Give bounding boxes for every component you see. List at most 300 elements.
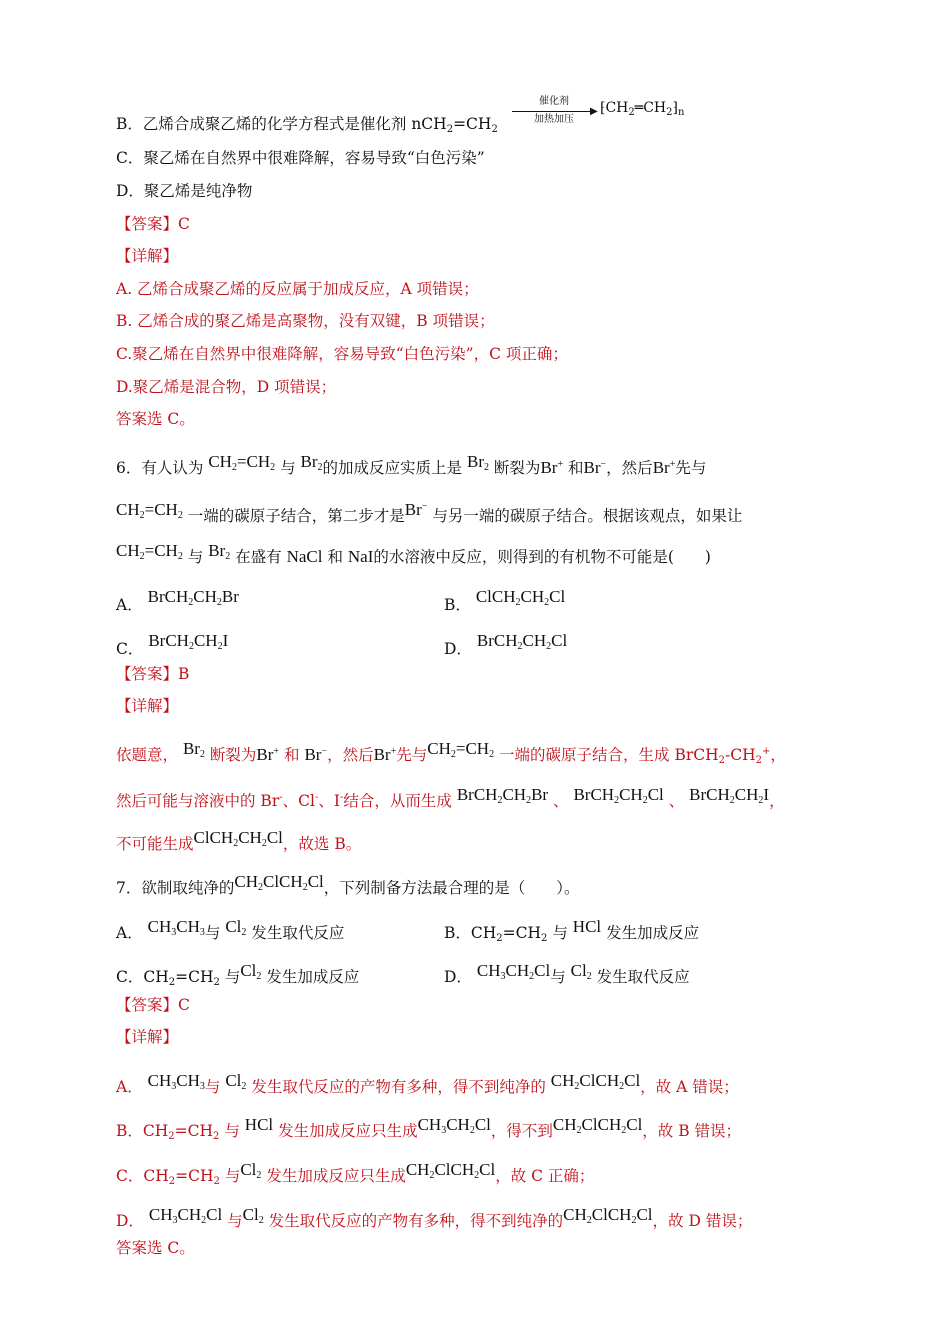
t: CH: [502, 785, 527, 804]
formula-cl2: [240, 1160, 261, 1179]
text: ，下列制备方法最合理的是（ ）。: [323, 879, 580, 897]
q7-answer: 【答案】C: [116, 996, 190, 1014]
polyethylene-formula: [600, 100, 684, 118]
s: 2: [258, 1215, 264, 1226]
t: =CH: [236, 452, 271, 471]
s: 3: [171, 1081, 177, 1092]
formula-b: [476, 587, 565, 606]
t: BrCH: [573, 785, 615, 804]
formula-brch2ch2cl: [573, 785, 663, 804]
s: 2: [216, 597, 222, 608]
formula-a: [148, 587, 239, 606]
q7-explain-b: [116, 1114, 741, 1148]
formula-br-minus: [304, 745, 327, 764]
t: ClCH: [591, 1205, 632, 1224]
s: 2: [213, 977, 220, 988]
formula-br2: [467, 452, 489, 471]
text: ，故 C 正确；: [495, 1167, 595, 1185]
text: 发生加成反应只生成: [266, 1167, 406, 1185]
t: CH: [563, 1205, 587, 1224]
q7-explain-d: [116, 1204, 752, 1232]
q7-detail-heading: 【详解】: [116, 1028, 179, 1046]
text: ，: [770, 746, 786, 764]
s: 2: [576, 1125, 582, 1136]
catalyst-label: 催化剂: [539, 96, 569, 107]
text: 的水溶液中反应，则得到的有机物不可能是( ): [373, 548, 711, 566]
t: CH: [147, 917, 172, 936]
q7-final: 答案选 C。: [116, 1239, 195, 1257]
s: 2: [256, 971, 262, 982]
q5-option-b: [116, 113, 498, 141]
formula-br2: [183, 739, 205, 758]
t: ClCH: [434, 1160, 475, 1179]
text: 与: [227, 1212, 243, 1230]
q6-option-c: [116, 630, 228, 660]
formula-ethane: [148, 917, 205, 936]
s: 2: [256, 1170, 262, 1181]
t: CH: [552, 1115, 577, 1134]
q7-explain-c: [116, 1159, 594, 1193]
s: 2: [231, 462, 237, 473]
t: CH: [405, 1160, 430, 1179]
s: 2: [213, 1131, 220, 1142]
s: 2: [258, 882, 263, 893]
t: Cl: [636, 1205, 653, 1224]
t: Br: [256, 745, 274, 764]
t: BrCH: [147, 587, 189, 606]
q6-explain-line1: [116, 738, 786, 772]
q5-detail-heading: 【详解】: [116, 247, 179, 265]
t: CH: [520, 587, 545, 606]
t: Cl: [479, 1160, 496, 1179]
t: Br: [182, 739, 200, 758]
text: 、I: [318, 792, 340, 810]
q5-explain-a: A. 乙烯合成聚乙烯的反应属于加成反应，A 项错误；: [116, 280, 479, 298]
q7-stem: [116, 871, 580, 899]
t: Cl: [474, 1115, 491, 1134]
text: 发生加成反应只生成: [278, 1122, 418, 1140]
text: B．CH: [116, 1122, 169, 1140]
text: 、Cl: [282, 792, 315, 810]
formula-br-plus: [540, 458, 563, 477]
t: Cl: [242, 1205, 259, 1224]
bracket: ⁅CH: [600, 100, 629, 116]
s: 3: [199, 927, 205, 938]
s: 3: [199, 1081, 205, 1092]
arrow-head-icon: ▶: [590, 106, 598, 117]
s: 2: [496, 933, 503, 944]
s: 2: [631, 1215, 637, 1226]
q6-detail-heading: 【详解】: [116, 697, 179, 715]
formula-ethane: [148, 1071, 205, 1090]
condition-label: 加热加压: [534, 114, 574, 125]
text: 和: [283, 746, 300, 764]
formula-cl2: [225, 917, 246, 936]
t: CH: [193, 587, 217, 606]
formula-ch2clch2cl: [551, 1071, 640, 1090]
s: −: [600, 459, 607, 470]
text: 不可能生成: [116, 835, 194, 853]
q7-explain-a: [116, 1070, 739, 1098]
t: CH: [176, 1071, 200, 1090]
t: BrCH: [456, 785, 498, 804]
t: CH: [238, 828, 262, 847]
text: 与: [187, 548, 204, 566]
s: 2: [729, 795, 735, 806]
text: =CH: [174, 1122, 214, 1140]
formula-ch2clch2cl: [553, 1115, 642, 1134]
q7-option-d: [444, 960, 690, 988]
sub: 2: [666, 107, 673, 118]
text: 与: [280, 459, 296, 477]
s: 2: [586, 1215, 592, 1226]
text: ，故 D 错误；: [652, 1212, 753, 1230]
formula-br-minus: [405, 500, 428, 519]
s: 2: [474, 1170, 480, 1181]
s: 2: [546, 641, 552, 652]
t: Cl: [206, 1205, 223, 1224]
s: 2: [450, 749, 456, 760]
text: A．: [116, 1078, 143, 1096]
text: ═CH: [634, 100, 667, 116]
t: BrCH: [689, 785, 730, 804]
t: CH: [208, 452, 232, 471]
s: 2: [586, 971, 592, 982]
t: CH: [476, 961, 501, 980]
s: 2: [168, 977, 176, 988]
s: 2: [188, 641, 194, 652]
t: Cl: [307, 872, 324, 891]
text: 与: [204, 924, 221, 942]
q6-stem-line2: [116, 496, 742, 527]
formula-br-plus: [653, 458, 676, 477]
s: 2: [642, 795, 648, 806]
formula-cl2: [243, 1205, 264, 1224]
t: Br: [583, 458, 601, 477]
text: 的加成反应实质上是: [322, 459, 463, 477]
text: ，故 A 错误；: [640, 1078, 739, 1096]
formula-br-plus: [256, 745, 279, 764]
q6-stem-line1: [116, 451, 706, 479]
s: 2: [544, 597, 550, 608]
formula-c: [148, 631, 228, 650]
s: 2: [755, 755, 762, 766]
q5-explain-d: D.聚乙烯是混合物，D 项错误；: [116, 378, 337, 396]
formula-nai: NaI: [347, 547, 374, 566]
formula-ethylene: [208, 452, 275, 471]
s: 2: [199, 749, 205, 760]
t: CH: [177, 1205, 202, 1224]
t: CH: [550, 1071, 575, 1090]
t: CH: [446, 1115, 470, 1134]
s: +: [762, 746, 771, 757]
text: 断裂为: [493, 459, 541, 477]
t: Cl: [225, 1071, 242, 1090]
s: 2: [541, 933, 548, 944]
s: 2: [241, 1081, 247, 1092]
t: CH: [619, 785, 643, 804]
text: 与: [224, 1122, 240, 1140]
t: Br: [652, 458, 670, 477]
text: ，故选 B。: [282, 835, 362, 853]
t: Br: [540, 458, 558, 477]
text: 发生取代反应: [596, 968, 690, 986]
text: C．CH: [116, 968, 169, 986]
q5-option-b-text: B．乙烯合成聚乙烯的化学方程式是催化剂 nCH: [116, 115, 447, 133]
s: 2: [217, 641, 223, 652]
text: ，然后: [327, 746, 374, 764]
t: CH: [522, 631, 547, 650]
s: 2: [429, 1170, 435, 1181]
s: 2: [168, 1176, 176, 1187]
text: 先与: [396, 746, 428, 764]
reaction-arrow-line: [512, 111, 594, 112]
s: 2: [139, 551, 145, 562]
s: 2: [233, 838, 239, 849]
t: CH: [234, 872, 258, 891]
s: 2: [483, 462, 489, 473]
formula-ethylene: [116, 500, 183, 519]
text: 6．有人认为: [116, 459, 204, 477]
formula-cl2: [225, 1071, 246, 1090]
t: I: [222, 631, 229, 650]
s: 2: [526, 795, 532, 806]
s: 2: [241, 927, 247, 938]
t: ClCH: [193, 828, 234, 847]
label: D．: [444, 640, 472, 658]
t: CH: [427, 739, 451, 758]
s: -: [339, 792, 344, 803]
text: D．: [116, 1212, 144, 1230]
bracket: ⁆: [672, 100, 678, 116]
formula-ethylene: [427, 739, 494, 758]
t: CH: [505, 961, 530, 980]
text: ，得不到: [490, 1122, 553, 1140]
t: ClCH: [263, 872, 303, 891]
t: =CH: [144, 541, 178, 560]
q5-answer: 【答案】C: [116, 215, 190, 233]
formula-br-minus: [584, 458, 607, 477]
s: 2: [517, 641, 523, 652]
formula-ethylene: [116, 541, 183, 560]
s: 2: [574, 1081, 580, 1092]
t: BrCH: [476, 631, 518, 650]
s: 3: [441, 1125, 447, 1136]
q6-option-b: [444, 586, 565, 616]
s: 2: [225, 551, 231, 562]
text: C．CH: [116, 1167, 169, 1185]
q5-final: 答案选 C。: [116, 410, 195, 428]
formula-hcl: HCl: [244, 1115, 274, 1134]
text: 依题意，: [116, 746, 179, 764]
text: 与: [204, 1078, 221, 1096]
q5-explain-b: B. 乙烯合成的聚乙烯是高聚物，没有双键，B 项错误；: [116, 312, 495, 330]
text: 与另一端的碳原子结合。根据该观点，如果让: [432, 507, 743, 525]
text: 结合，从而生成: [343, 792, 452, 810]
text: 、: [553, 792, 569, 810]
formula-ch3ch2cl: [477, 961, 550, 980]
t: Cl: [624, 1071, 641, 1090]
s: +: [669, 459, 676, 470]
text: 发生加成反应: [606, 924, 700, 942]
s: 2: [621, 1125, 627, 1136]
t: Cl: [551, 631, 568, 650]
label: C．: [116, 640, 144, 658]
formula-br2: [208, 541, 230, 560]
text: 发生取代反应的产物有多种，得不到纯净的: [268, 1212, 564, 1230]
text: 发生加成反应: [266, 968, 360, 986]
text: ，: [769, 792, 785, 810]
catalyst-arrow: [508, 96, 600, 130]
t: Cl: [266, 828, 283, 847]
t: Br: [373, 745, 391, 764]
s: 2: [177, 551, 183, 562]
s: 2: [758, 795, 764, 806]
s: 2: [317, 462, 323, 473]
q7-option-c: [116, 960, 359, 994]
formula-clch2ch2cl: [194, 828, 283, 847]
text: =CH: [453, 115, 492, 133]
t: Cl: [240, 961, 257, 980]
s: −: [321, 746, 328, 757]
t: CH: [193, 631, 218, 650]
text: 与: [550, 968, 566, 986]
text: 断裂为: [209, 746, 257, 764]
text: B．CH: [444, 924, 497, 942]
t: Br: [300, 452, 318, 471]
t: CH: [734, 785, 759, 804]
t: Br: [304, 745, 322, 764]
t: =CH: [144, 500, 178, 519]
t: BrCH: [148, 631, 189, 650]
s: 2: [261, 838, 267, 849]
formula-ch2clch2cl: [406, 1160, 495, 1179]
sub: 2: [628, 107, 635, 118]
formula-cl2: [240, 961, 261, 980]
s: 3: [500, 971, 506, 982]
t: Cl: [534, 961, 551, 980]
s: -: [314, 792, 319, 803]
q5-option-d: D．聚乙烯是纯净物: [116, 182, 253, 200]
t: Cl: [549, 587, 566, 606]
t: Cl: [626, 1115, 643, 1134]
s: +: [557, 459, 564, 470]
s: 2: [469, 1125, 475, 1136]
s: 2: [614, 795, 620, 806]
s: 2: [529, 971, 535, 982]
t: I: [763, 785, 770, 804]
formula-nacl: NaCl: [286, 547, 323, 566]
text: -CH: [725, 746, 756, 764]
t: Cl: [570, 961, 587, 980]
s: 3: [172, 1215, 178, 1226]
sub: 2: [491, 124, 498, 135]
t: CH: [148, 1205, 173, 1224]
t: CH: [417, 1115, 442, 1134]
q6-explain-line2: [116, 784, 785, 812]
label: D．: [444, 968, 472, 986]
t: ClCH: [475, 587, 516, 606]
s: 2: [270, 462, 276, 473]
s: 2: [139, 510, 145, 521]
q6-answer: 【答案】B: [116, 665, 190, 683]
text: 发生取代反应: [251, 924, 345, 942]
text: =CH: [175, 968, 214, 986]
q6-stem-line3: [116, 540, 711, 568]
s: 2: [213, 1176, 220, 1187]
text: 一端的碳原子结合，第二步才是: [187, 507, 405, 525]
s: 2: [302, 882, 308, 893]
text: 和: [568, 459, 584, 477]
t: Cl: [240, 1160, 257, 1179]
s: 2: [177, 510, 183, 521]
sub-n: n: [677, 107, 685, 118]
label: B．: [444, 596, 471, 614]
t: Br: [404, 500, 422, 519]
t: ClCH: [581, 1115, 622, 1134]
q6-option-a: [116, 586, 239, 616]
formula-ch2clch2cl: [563, 1205, 652, 1224]
t: Br: [208, 541, 226, 560]
t: CH: [176, 917, 200, 936]
text: 和: [327, 548, 343, 566]
t: Br: [221, 587, 239, 606]
text: ，故 B 错误；: [642, 1122, 742, 1140]
t: Br: [531, 785, 549, 804]
text: ，然后: [606, 459, 653, 477]
text: 然后可能与溶液中的 Br: [116, 792, 280, 810]
q6-option-d: [444, 630, 567, 660]
formula-brch2ch2br: [457, 785, 548, 804]
text: 与: [224, 968, 241, 986]
q6-explain-line3: [116, 827, 361, 855]
formula-cl2: [571, 961, 592, 980]
label: A．: [116, 596, 143, 614]
t: CH: [116, 541, 140, 560]
formula-d: [477, 631, 567, 650]
formula-hcl: HCl: [572, 917, 602, 936]
text: =CH: [502, 924, 542, 942]
formula-br-plus: [374, 745, 397, 764]
sub: 2: [446, 124, 454, 135]
text: 与: [552, 924, 568, 942]
t: Br: [466, 452, 484, 471]
q7-option-b: [444, 916, 699, 950]
text: 先与: [675, 459, 707, 477]
t: CH: [116, 500, 140, 519]
formula-ch2clch2cl: [234, 872, 323, 891]
formula-ch3ch2cl: [418, 1115, 491, 1134]
text: 、: [668, 792, 685, 810]
t: Cl: [225, 917, 242, 936]
t: =CH: [455, 739, 490, 758]
text: 发生取代反应的产物有多种，得不到纯净的: [251, 1078, 546, 1096]
s: 2: [497, 795, 503, 806]
s: 2: [515, 597, 521, 608]
s: 3: [171, 927, 177, 938]
label: A．: [116, 924, 143, 942]
s: +: [273, 746, 280, 757]
text: =CH: [175, 1167, 214, 1185]
s: +: [390, 746, 397, 757]
s: -: [279, 792, 283, 803]
q5-explain-c: C.聚乙烯在自然界中很难降解，容易导致“白色污染”，C 项正确；: [116, 345, 568, 363]
t: Cl: [647, 785, 664, 804]
t: CH: [147, 1071, 172, 1090]
s: 2: [619, 1081, 625, 1092]
text: 7．欲制取纯净的: [116, 879, 235, 897]
s: 2: [168, 1131, 175, 1142]
